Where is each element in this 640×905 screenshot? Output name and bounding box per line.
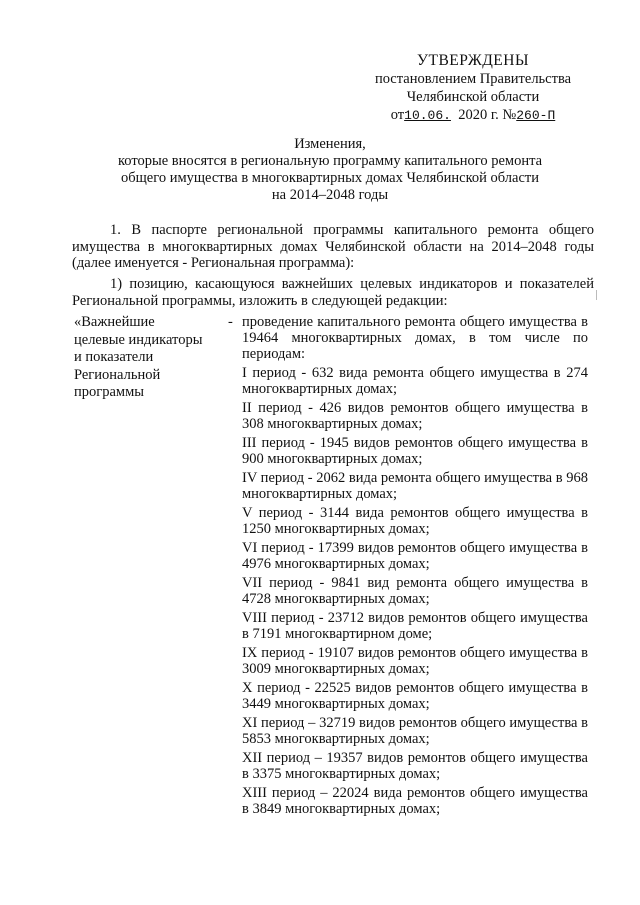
indicator-item: IV период - 2062 вида ремонта общего имущества в 968 многоквартирных домах;: [242, 470, 588, 502]
approval-line-2: Челябинской области: [406, 89, 540, 105]
approval-title: УТВЕРЖДЕНЫ: [417, 52, 529, 69]
paragraph-1: 1. В паспорте региональной программы капитального ремонта общего имущества в многоквартирных домах Челябинской области на 2014–2048 годы (далее именуется - Региональная программа):: [72, 222, 594, 271]
table-left-line-5: программы: [74, 384, 144, 400]
document-heading: [70, 136, 590, 204]
date-value: 10.06.: [404, 108, 451, 123]
heading-line-4: на 2014–2048 годы: [271, 187, 389, 203]
scan-artifact: [596, 290, 597, 300]
heading-line-1: Изменения,: [294, 136, 366, 152]
date-prefix: от: [390, 107, 405, 123]
heading-line-2: которые вносятся в региональную программу капитального ремонта: [117, 153, 543, 169]
year-text: 2020 г. №: [458, 107, 517, 123]
indicator-item: VI период - 17399 видов ремонтов общего имущества в 4976 многоквартирных домах;: [242, 540, 588, 572]
indicator-item: XII период – 19357 видов ремонтов общего имущества в 3375 многоквартирных домах;: [242, 750, 588, 782]
heading-line-3: общего имущества в многоквартирных домах Челябинской области: [121, 170, 539, 186]
paragraph-2: 1) позицию, касающуюся важнейших целевых индикаторов и показателей Региональной программы, изложить в следующей редакции:: [72, 276, 594, 309]
document-number: 260-П: [516, 108, 556, 123]
indicator-item: II период - 426 видов ремонтов общего имущества в 308 многоквартирных домах;: [242, 400, 588, 432]
indicator-item: X период - 22525 видов ремонтов общего имущества в 3449 многоквартирных домах;: [242, 680, 588, 712]
indicator-item: VIII период - 23712 видов ремонтов общего имущества в 7191 многоквартирном доме;: [242, 610, 588, 642]
indicator-item: V период - 3144 вида ремонтов общего имущества в 1250 многоквартирных домах;: [242, 505, 588, 537]
indicator-item: III период - 1945 видов ремонтов общего имущества в 900 многоквартирных домах;: [242, 435, 588, 467]
indicator-item: XIII период – 22024 вида ремонтов общего имущества в 3849 многоквартирных домах;: [242, 785, 588, 817]
table-left-column: [74, 314, 224, 402]
table-left-line-2: целевые индикаторы: [74, 331, 203, 348]
indicator-item: VII период - 9841 вид ремонта общего имущества в 4728 многоквартирных домах;: [242, 575, 588, 607]
indicator-item: I период - 632 вида ремонта общего имущества в 274 многоквартирных домах;: [242, 365, 588, 397]
table-dash: -: [228, 314, 233, 330]
indicator-item: проведение капитального ремонта общего имущества в 19464 многоквартирных домах, в том числе по периодам:: [242, 314, 588, 362]
approval-date-line: [358, 106, 588, 125]
approval-stamp-block: [358, 52, 588, 125]
approval-line-1: постановлением Правительства: [374, 71, 572, 87]
table-left-line-4: Региональной: [74, 366, 161, 383]
table-left-line-3: и показатели: [74, 349, 154, 365]
table-left-line-1: «Важнейшие: [74, 314, 155, 330]
table-right-column: [242, 314, 588, 820]
indicator-item: IX период - 19107 видов ремонтов общего имущества в 3009 многоквартирных домах;: [242, 645, 588, 677]
indicator-item: XI период – 32719 видов ремонтов общего имущества в 5853 многоквартирных домах;: [242, 715, 588, 747]
